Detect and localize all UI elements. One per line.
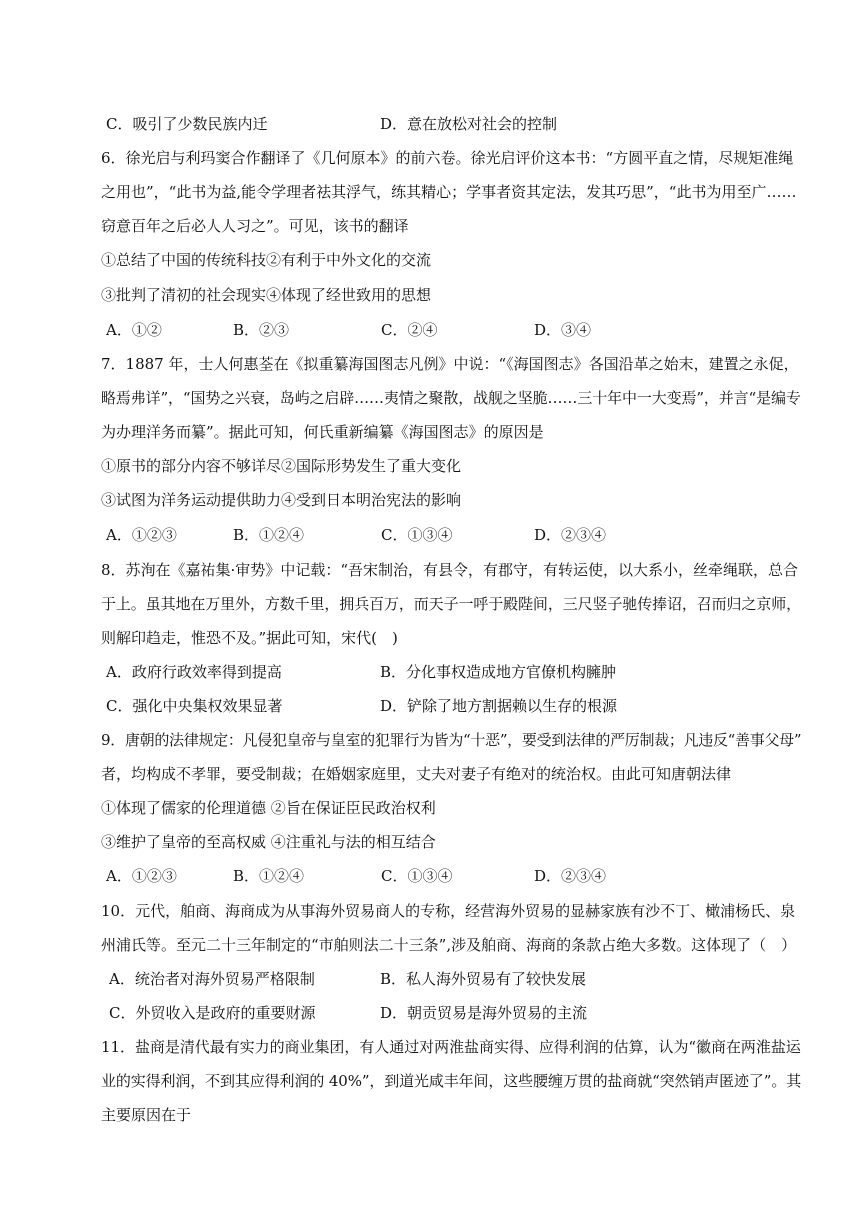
q10-option-b: B．私人海外贸易有了较快发展 [380, 970, 587, 988]
q8-option-d: D．铲除了地方割据赖以生存的根源 [380, 697, 618, 715]
q10-stem-line2: 州浦氏等。至元二十三年制定的“市舶则法二十三条”,涉及舶商、海商的条款占绝大多数。这体现了（ ） [101, 936, 797, 954]
q9-option-b: B．①②④ [233, 867, 305, 885]
q6-option-d: D．③④ [534, 321, 592, 339]
q9-option-d: D．②③④ [534, 867, 607, 885]
q10-option-d: D．朝贡贸易是海外贸易的主流 [380, 1004, 588, 1022]
q7-option-a: A．①②③ [106, 526, 177, 544]
q7-option-b: B．①②④ [233, 526, 305, 544]
q8-stem-line1: 8．苏洵在《嘉祐集·审势》中记载：“吾宋制治，有县令，有郡守，有转运使，以大系小，丝牵绳联，总合 [101, 561, 798, 579]
q6-stem-line2: 之用也”，“此书为益,能令学理者祛其浮气，练其精心；学事者资其定法，发其巧思”，“此书为用至广…… [101, 183, 797, 201]
q7-items-3-4: ③试图为洋务运动提供助力④受到日本明治宪法的影响 [101, 491, 462, 509]
q9-items-1-2: ①体现了儒家的伦理道德 ②旨在保证臣民政治权利 [101, 799, 436, 817]
q7-stem-line3: 为办理洋务而纂”。据此可知，何氏重新编纂《海国图志》的原因是 [101, 423, 544, 441]
q11-stem-line1: 11．盐商是清代最有实力的商业集团，有人通过对两淮盐商实得、应得利润的估算，认为“徽商在两淮盐运 [101, 1038, 801, 1056]
q6-option-b: B．②③ [233, 321, 290, 339]
q10-option-a: A．统治者对海外贸易严格限制 [109, 970, 315, 988]
q7-stem-line1: 7．1887 年，士人何惠荃在《拟重纂海国图志凡例》中说：“《海国图志》各国沿革之始末，建置之永促， [101, 355, 799, 373]
q9-items-3-4: ③维护了皇帝的至高权威 ④注重礼与法的相互结合 [101, 833, 436, 851]
q6-stem-line1: 6．徐光启与利玛窦合作翻译了《几何原本》的前六卷。徐光启评价这本书：“方圆平直之情，尽规矩准绳 [101, 149, 794, 167]
q9-option-c: C．①③④ [381, 867, 453, 885]
q6-option-c: C．②④ [381, 321, 438, 339]
q6-items-3-4: ③批判了清初的社会现实④体现了经世致用的思想 [101, 286, 432, 304]
q8-option-a: A．政府行政效率得到提高 [106, 663, 282, 681]
q7-option-c: C．①③④ [381, 526, 453, 544]
q6-items-1-2: ①总结了中国的传统科技②有利于中外文化的交流 [101, 251, 432, 269]
q7-items-1-2: ①原书的部分内容不够详尽②国际形势发生了重大变化 [101, 457, 462, 475]
q6-option-a: A．①② [106, 321, 162, 339]
q8-stem-line2: 于上。虽其地在万里外，方数千里，拥兵百万，而天子一呼于殿陛间，三尺竖子驰传捧诏，召而归之京师， [101, 595, 802, 613]
q10-option-c: C．外贸收入是政府的重要财源 [109, 1004, 316, 1022]
q5-option-c: C．吸引了少数民族内迁 [106, 115, 268, 133]
q7-option-d: D．②③④ [534, 526, 607, 544]
q11-stem-line3: 主要原因在于 [101, 1106, 192, 1124]
q8-stem-line3: 则解印趋走，惟恐不及。”据此可知，宋代( ) [101, 629, 398, 647]
q8-option-c: C．强化中央集权效果显著 [106, 697, 283, 715]
q9-stem-line2: 者，均构成不孝罪，要受制裁；在婚姻家庭里，丈夫对妻子有绝对的统治权。由此可知唐朝法律 [101, 765, 732, 783]
q11-stem-line2: 业的实得利润，不到其应得利润的 40%”，到道光咸丰年间，这些腰缠万贯的盐商就“突然销声匿迹了”。其 [101, 1072, 802, 1090]
q9-option-a: A．①②③ [106, 867, 177, 885]
q9-stem-line1: 9．唐朝的法律规定：凡侵犯皇帝与皇室的犯罪行为皆为“十恶”，要受到法律的严厉制裁；凡违反“善事父母” [101, 731, 802, 749]
q5-option-d: D．意在放松对社会的控制 [380, 115, 558, 133]
q6-stem-line3: 窃意百年之后必人人习之”。可见，该书的翻译 [101, 217, 409, 235]
q10-stem-line1: 10．元代，舶商、海商成为从事海外贸易商人的专称，经营海外贸易的显赫家族有沙不丁、橄浦杨氏、泉 [101, 902, 796, 920]
q7-stem-line2: 略焉弗详”，“国势之兴衰，岛屿之启辟……夷情之聚散，战舰之坚脆……三十年中一大变焉”，并言“是编专 [101, 389, 801, 407]
q8-option-b: B．分化事权造成地方官僚机构臃肿 [380, 663, 617, 681]
